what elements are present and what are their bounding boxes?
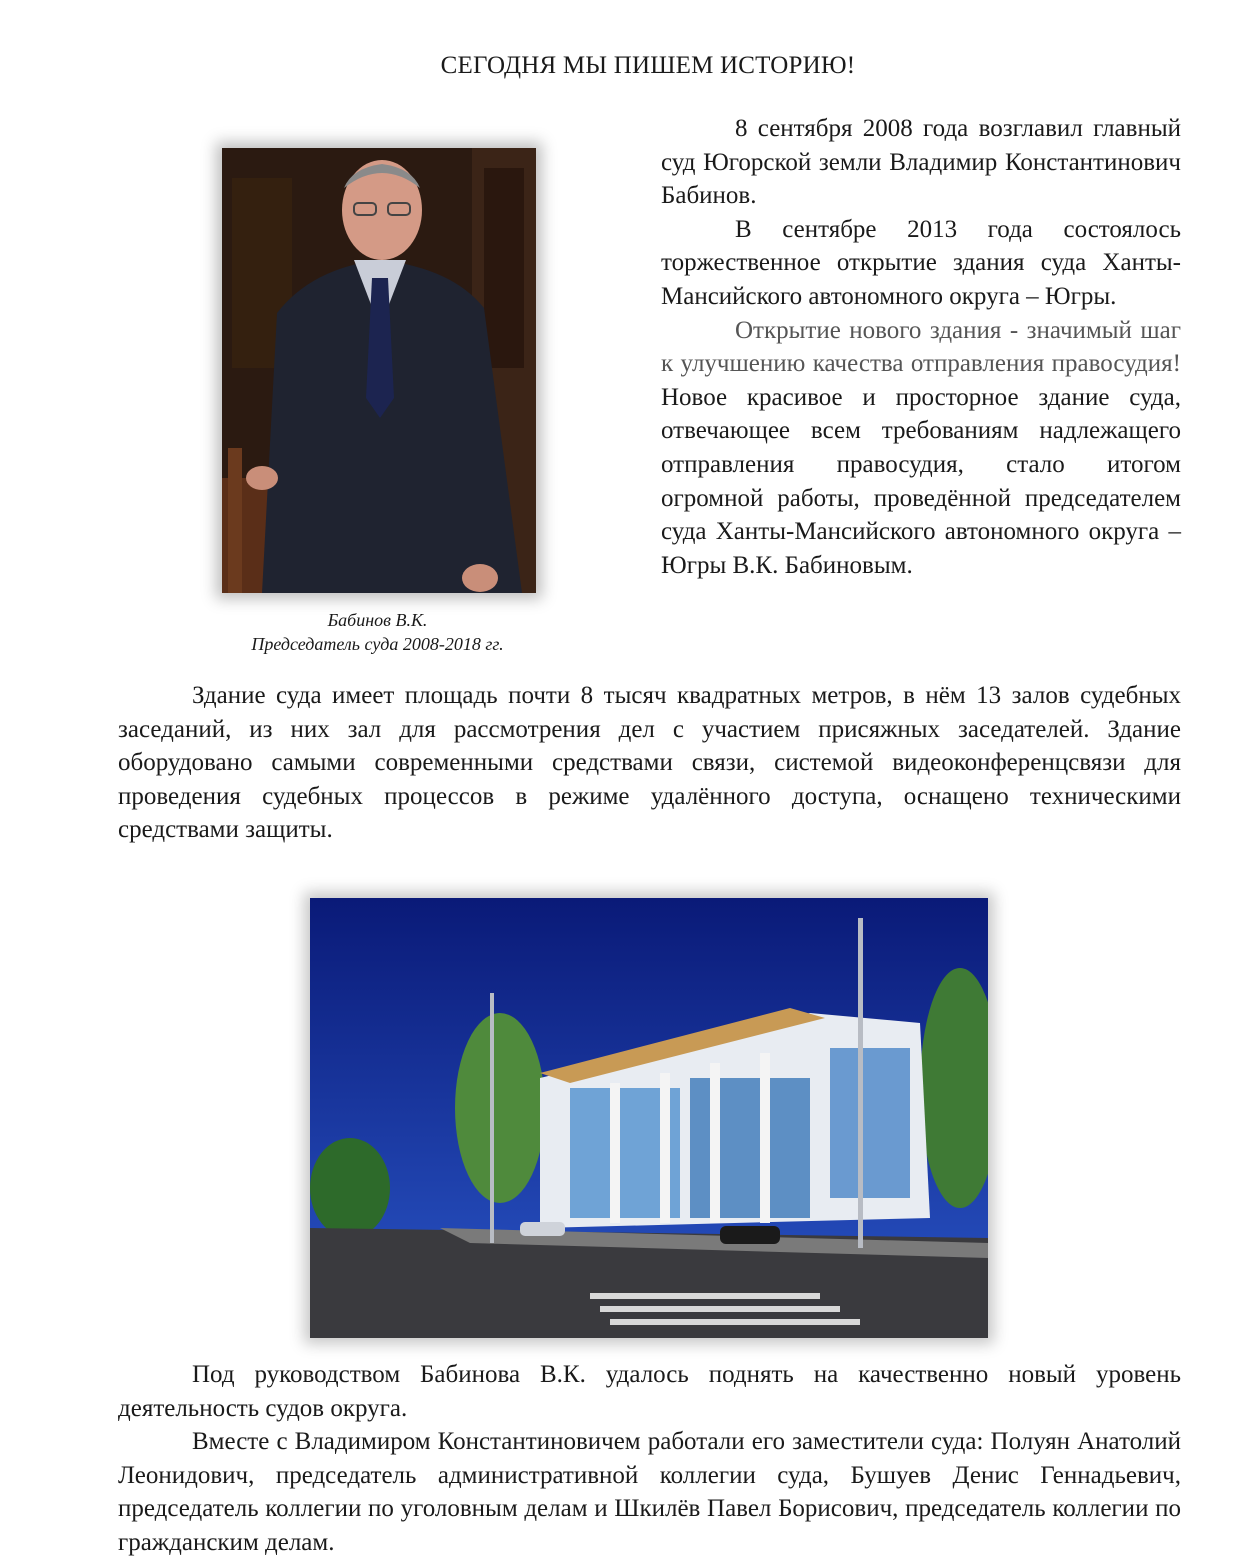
paragraph-2: В сентябре 2013 года состоялось торжественное открытие здания суда Ханты-Мансийского автономного округа – Югры. <box>661 215 1181 310</box>
caption-role: Председатель суда 2008-2018 гг. <box>251 634 504 654</box>
paragraph-4: Здание суда имеет площадь почти 8 тысяч квадратных метров, в нём 13 залов судебных заседаний, из них зал для рассмотрения дел с участием присяжных заседателей. Здание оборудовано самыми современными средствами связи, системой видеоконференцсвязи для проведения судебных процессов в режиме удалённого доступа, оснащено техническими средствами защиты. <box>118 682 1181 844</box>
portrait-caption <box>200 608 555 656</box>
paragraph-6: Вместе с Владимиром Константиновичем работали его заместители суда: Полуян Анатолий Леонидович, председатель административной коллегии суда, Бушуев Денис Геннадьевич, председатель коллегии по уголовным делам и Шкилёв Павел Борисович, председатель коллегии по гражданским делам. <box>118 1428 1181 1556</box>
body-paragraphs-bottom <box>118 1358 1181 1560</box>
paragraph-1: 8 сентября 2008 года возглавил главный суд Югорской земли Владимир Константинович Бабинов. <box>661 115 1181 210</box>
paragraph-3 <box>661 314 1181 583</box>
caption-name: Бабинов В.К. <box>327 610 428 630</box>
portrait-photo <box>222 148 536 593</box>
right-column-text <box>661 112 1181 582</box>
page-title: СЕГОДНЯ МЫ ПИШЕМ ИСТОРИЮ! <box>440 52 856 79</box>
paragraph-5: Под руководством Бабинова В.К. удалось поднять на качественно новый уровень деятельность судов округа. <box>118 1361 1181 1422</box>
body-paragraph-building <box>118 679 1181 847</box>
court-building-photo <box>310 898 988 1338</box>
paragraph-3-rest: Новое красивое и просторное здание суда, отвечающее всем требованиям надлежащего отправления правосудия, стало итогом огромной работы, проведённой председателем суда Ханты-Мансийского автономного округа – Югры В.К. Бабиновым. <box>661 383 1181 579</box>
paragraph-3-highlight: Открытие нового здания - значимый шаг к улучшению качества отправления правосудия! <box>661 316 1181 378</box>
